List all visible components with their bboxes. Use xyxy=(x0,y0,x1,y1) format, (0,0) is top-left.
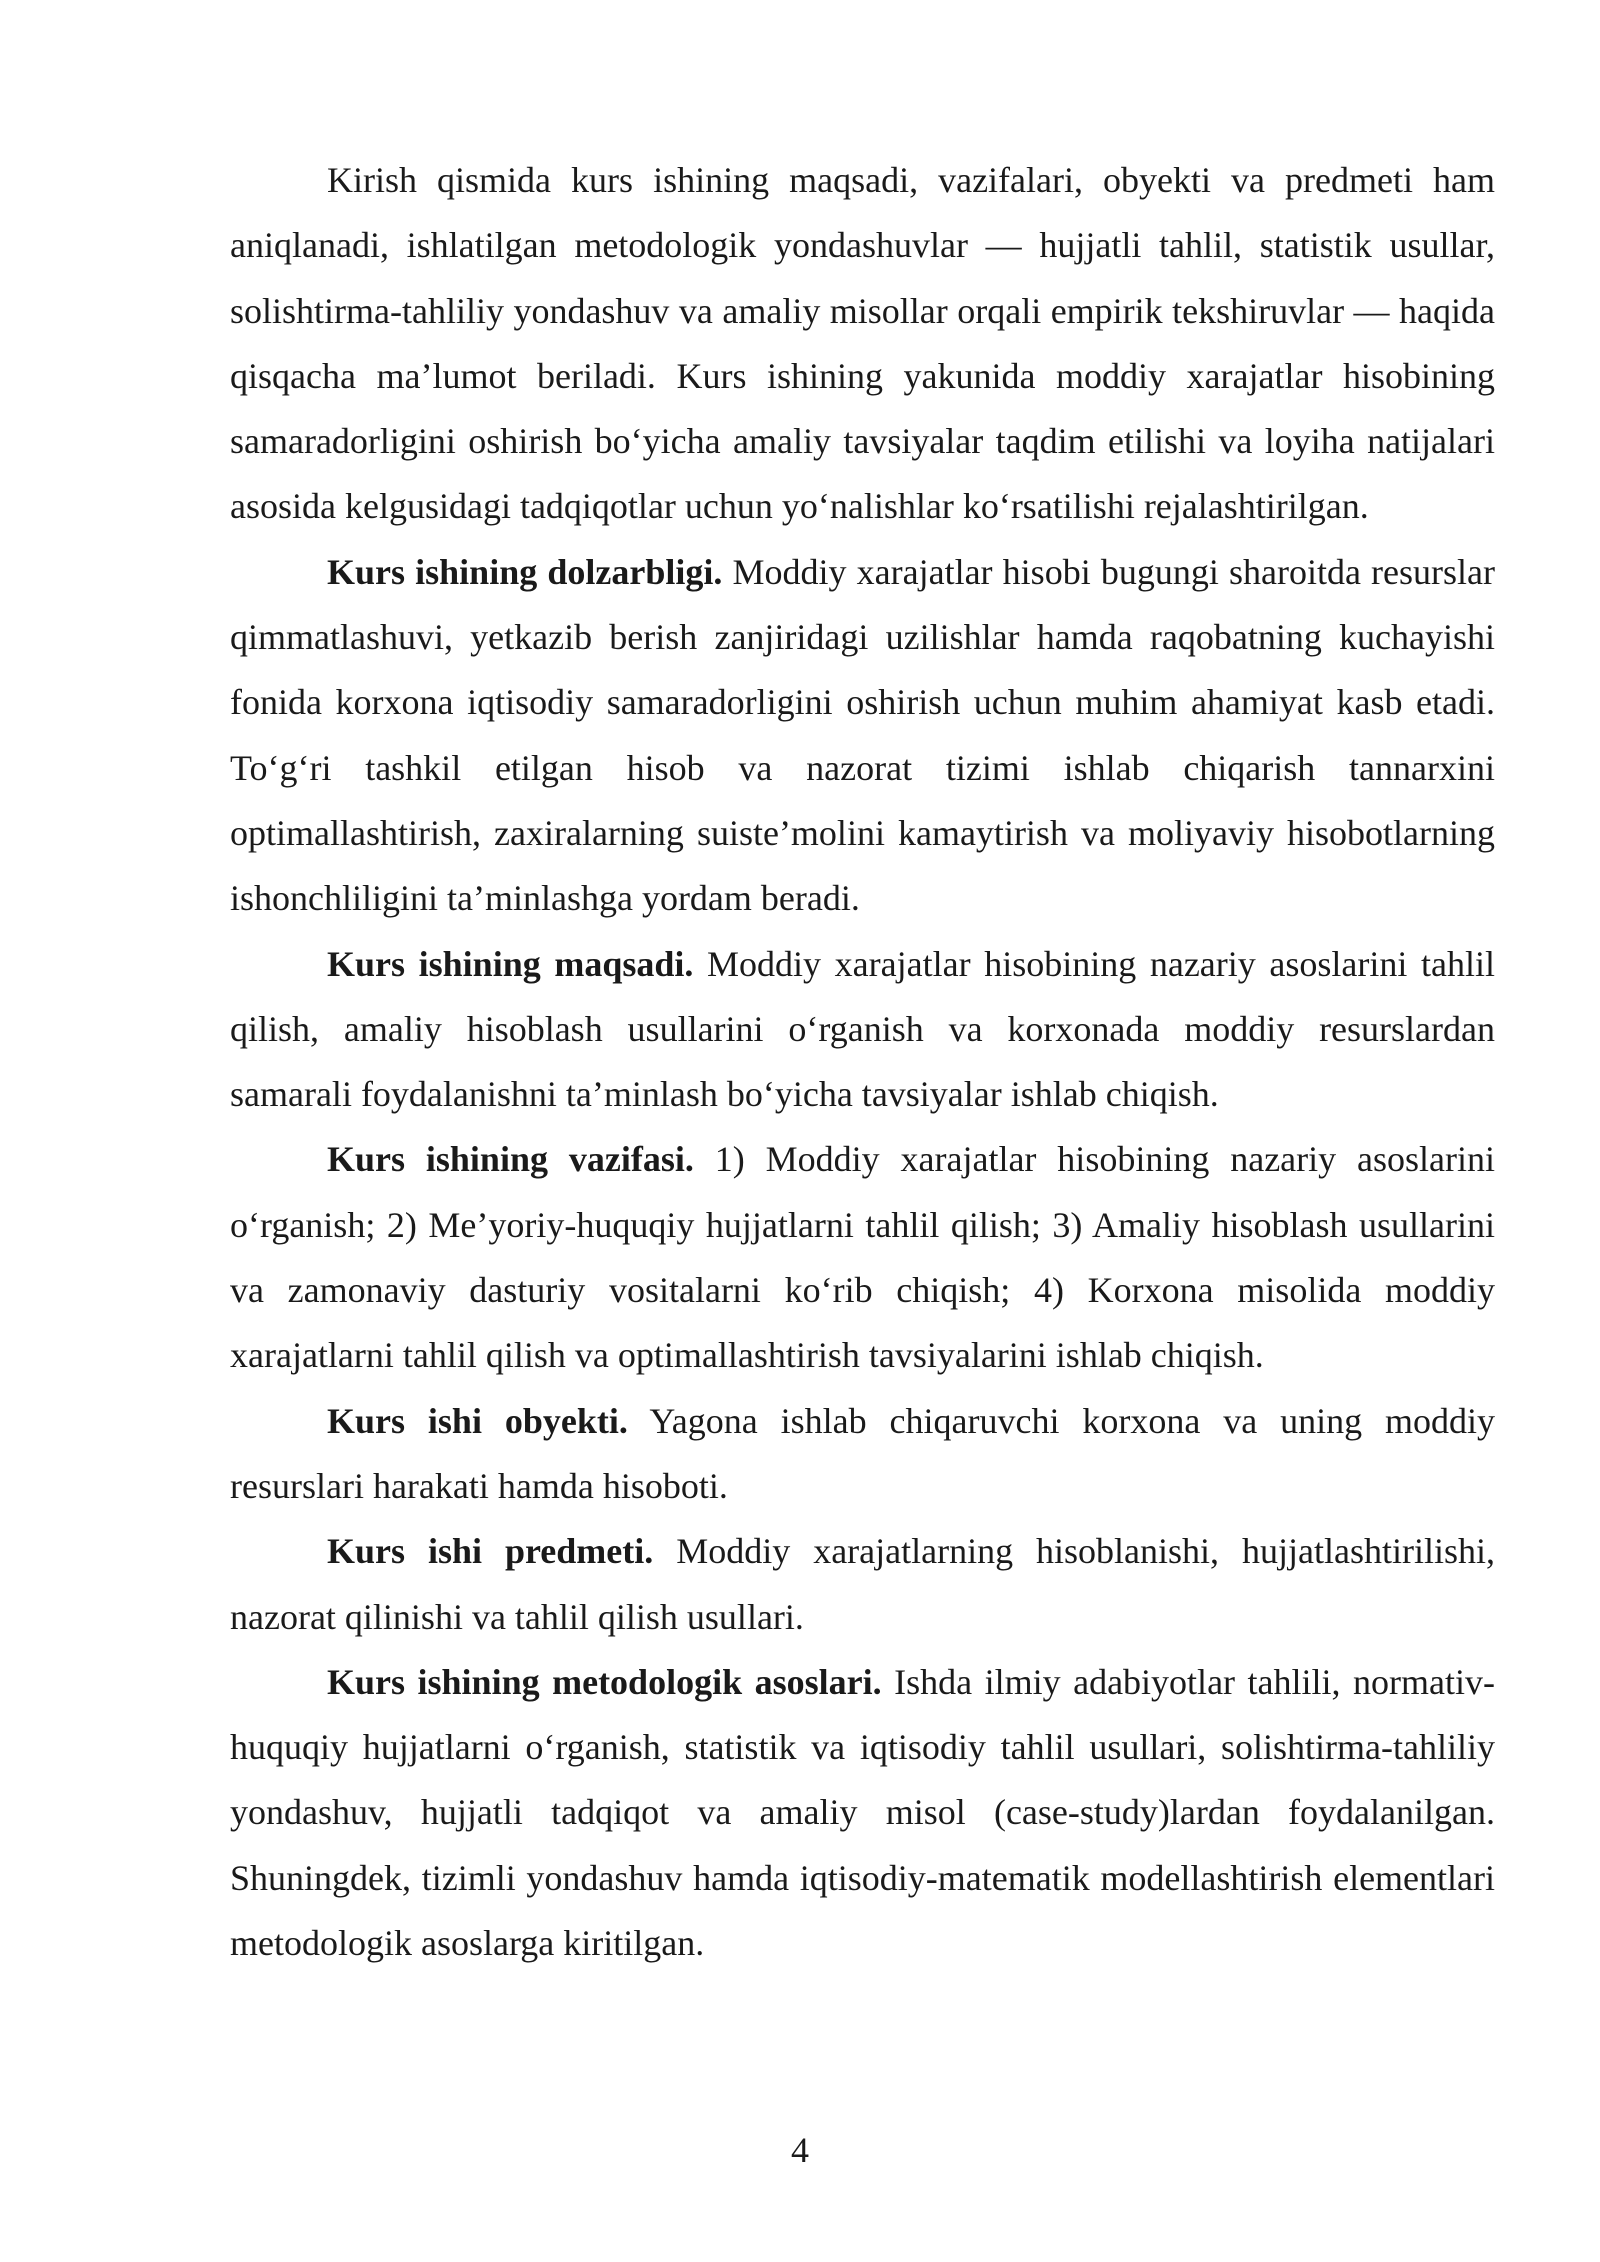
paragraph-text: 1) Moddiy xarajatlar hisobining nazariy asoslarini o‘rganish; 2) Me’yoriy-huquqiy hujjatlarni tahlil qilish; 3) Amaliy hisoblash usullarini va zamonaviy dasturiy vositalarni ko‘rib chiqish; 4) Korxona misolida moddiy xarajatlarni tahlil qilish va optimallashtirish tavsiyalarini ishlab chiqish. xyxy=(230,1139,1495,1376)
paragraph-heading: Kurs ishi predmeti. xyxy=(327,1531,654,1572)
paragraph-text: Yagona ishlab chiqaruvchi korxona va uning moddiy resurslari harakati hamda hisoboti. xyxy=(230,1400,1496,1506)
paragraph-goal xyxy=(230,932,1495,1128)
paragraph-object xyxy=(230,1389,1495,1520)
paragraph-text: Moddiy xarajatlar hisobining nazariy asoslarini tahlil qilish, amaliy hisoblash usullarini o‘rganish va korxonada moddiy resurslardan samarali foydalanishni ta’minlash bo‘yicha tavsiyalar ishlab chiqish. xyxy=(230,943,1495,1115)
paragraph-text: Kirish qismida kurs ishining maqsadi, vazifalari, obyekti va predmeti ham aniqlanadi, ishlatilgan metodologik yondashuvlar — hujjatli tahlil, statistik usullar, solishtirma-tahliliy yondashuv va amaliy misollar orqali empirik tekshiruvlar — haqida qisqacha ma’lumot beriladi. Kurs ishining yakunida moddiy xarajatlar hisobining samaradorligini oshirish bo‘yicha amaliy tavsiyalar taqdim etilishi va loyiha natijalari asosida kelgusidagi tadqiqotlar uchun yo‘nalishlar ko‘rsatilishi rejalashtirilgan. xyxy=(230,160,1495,527)
paragraph-text: Moddiy xarajatlar hisobi bugungi sharoitda resurslar qimmatlashuvi, yetkazib berish zanjiridagi uzilishlar hamda raqobatning kuchayishi fonida korxona iqtisodiy samaradorligini oshirish uchun muhim ahamiyat kasb etadi. To‘g‘ri tashkil etilgan hisob va nazorat tizimi ishlab chiqarish tannarxini optimallashtirish, zaxiralarning suiste’molini kamaytirish va moliyaviy hisobotlarning ishonchliligini ta’minlashga yordam beradi. xyxy=(230,551,1495,919)
paragraph-relevance xyxy=(230,540,1495,932)
paragraph-heading: Kurs ishining vazifasi. xyxy=(327,1139,694,1180)
paragraph-heading: Kurs ishi obyekti. xyxy=(327,1400,628,1441)
page-number: 4 xyxy=(791,2130,809,2170)
paragraph-introduction xyxy=(230,148,1495,540)
paragraph-tasks xyxy=(230,1127,1495,1388)
paragraph-text: Moddiy xarajatlarning hisoblanishi, hujjatlashtirilishi, nazorat qilinishi va tahlil qilish usullari. xyxy=(230,1531,1495,1637)
paragraph-text: Ishda ilmiy adabiyotlar tahlili, normativ-huquqiy hujjatlarni o‘rganish, statistik va iqtisodiy tahlil usullari, solishtirma-tahliliy yondashuv, hujjatli tadqiqot va amaliy misol (case-study)lardan foydalanilgan. Shuningdek, tizimli yondashuv hamda iqtisodiy-matematik modellashtirish elementlari metodologik asoslarga kiritilgan. xyxy=(230,1661,1495,1964)
document-body xyxy=(230,148,1495,1976)
paragraph-subject xyxy=(230,1519,1495,1650)
paragraph-methodology xyxy=(230,1650,1495,1976)
paragraph-heading: Kurs ishining maqsadi. xyxy=(327,943,694,984)
paragraph-heading: Kurs ishining metodologik asoslari. xyxy=(327,1661,882,1702)
paragraph-heading: Kurs ishining dolzarbligi. xyxy=(327,551,723,592)
